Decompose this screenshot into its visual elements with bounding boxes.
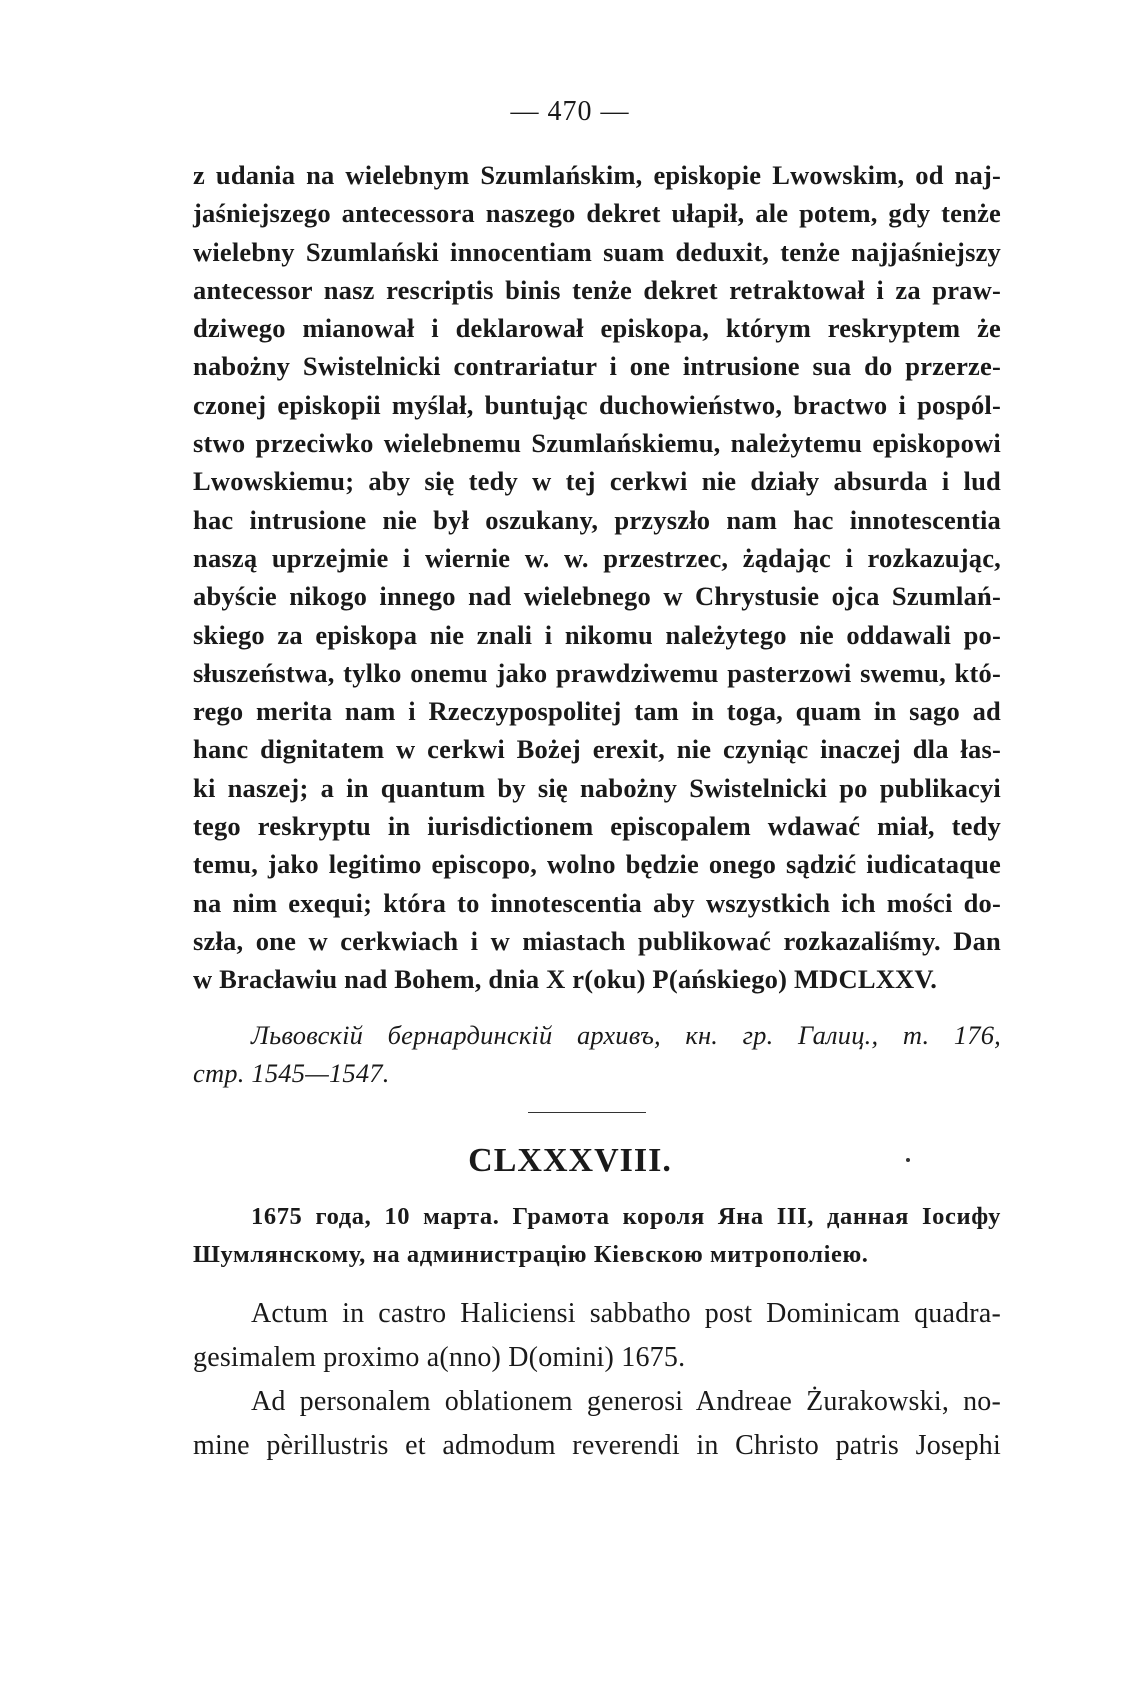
document-summary (193, 1198, 1001, 1274)
text-line: dziwego mianował i deklarował episkopa, którym reskryptem że (193, 313, 1001, 344)
text-line: na nim exequi; która to innotescentia aby wszystkich ich mości do- (193, 887, 1001, 918)
text-line: tego reskryptu in iurisdictionem episcopalem wdawać miał, tedy (193, 811, 1001, 842)
text-line: stwo przeciwko wielebnemu Szumlańskiemu, należytemu episkopowi (193, 428, 1001, 459)
text-line: gesimalem proximo a(nno) D(omini) 1675. (193, 1342, 686, 1373)
text-line: antecessor nasz rescriptis binis tenże dekret retraktował i za praw- (193, 274, 1001, 305)
source-citation (193, 1016, 1001, 1093)
text-line: Actum in castro Haliciensi sabbatho post Dominicam quadra- (251, 1298, 1001, 1329)
text-line: mine pèrillustris et admodum reverendi in Christo patris Josephi (193, 1430, 1001, 1461)
text-line: naszą uprzejmie i wiernie w. w. przestrzec, żądając i rozkazując, (193, 542, 1001, 573)
print-speck (906, 1158, 910, 1162)
page-number: — 470 — (510, 96, 630, 127)
text-line: czonej episkopii myślał, buntując duchowieństwo, bractwo i pospól- (193, 389, 1001, 420)
text-line: rego merita nam i Rzeczypospolitej tam in toga, quam in sago ad (193, 696, 1001, 727)
text-line: z udania na wielebnym Szumlańskim, episkopie Lwowskim, od naj- (193, 160, 1001, 190)
document-body (193, 1292, 1001, 1468)
text-line: skiego za episkopa nie znali i nikomu należytego nie oddawali po- (193, 619, 1001, 650)
summary-line: Шумлянскому, на администрацію Кіевскою митрополіею. (193, 1241, 869, 1268)
text-line: słuszeństwa, tylko onemu jako prawdziwemu pasterzowi swemu, któ- (193, 657, 1001, 688)
text-line: hanc dignitatem w cerkwi Bożej erexit, nie czyniąc inaczej dla łas- (193, 734, 1001, 765)
text-line: w Bracławiu nad Bohem, dnia X r(oku) P(ańskiego) MDCLXXV. (193, 964, 938, 995)
text-line: nabożny Swistelnicki contrariatur i one intrusione sua do przerze- (193, 351, 1001, 382)
text-line: abyście nikogo innego nad wielebnego w Chrystusie ojca Szumlań- (193, 581, 1001, 612)
section-divider (528, 1112, 646, 1113)
document-number-heading: CLXXXVIII. (468, 1142, 672, 1179)
citation-line: Львовскій бернардинскій архивъ, кн. гр. Галиц., т. 176, (251, 1020, 1001, 1050)
text-line: Lwowskiemu; aby się tedy w tej cerkwi nie działy absurda i lud (193, 466, 1001, 497)
text-line: ki naszej; a in quantum by się nabożny Swistelnicki po publikacyi (193, 772, 1001, 803)
text-line: jaśniejszego antecessora naszego dekret ułapił, ale potem, gdy tenże (193, 198, 1001, 229)
text-line: hac intrusione nie był oszukany, przyszło nam hac innotescentia (193, 504, 1001, 535)
text-line: temu, jako legitimo episcopo, wolno będzie onego sądzić iudicataque (193, 849, 1001, 880)
text-line: Ad personalem oblationem generosi Andreae Żurakowski, no- (251, 1386, 1001, 1417)
summary-line: 1675 года, 10 марта. Грамота короля Яна III, данная Іосифу (251, 1203, 1001, 1230)
text-line: szła, one w cerkwiach i w miastach publikować rozkazaliśmy. Dan (193, 925, 1001, 956)
citation-line: стр. 1545—1547. (193, 1058, 390, 1089)
text-line: wielebny Szumlański innocentiam suam deduxit, tenże najjaśniejszy (193, 236, 1001, 267)
main-text (193, 156, 1001, 999)
